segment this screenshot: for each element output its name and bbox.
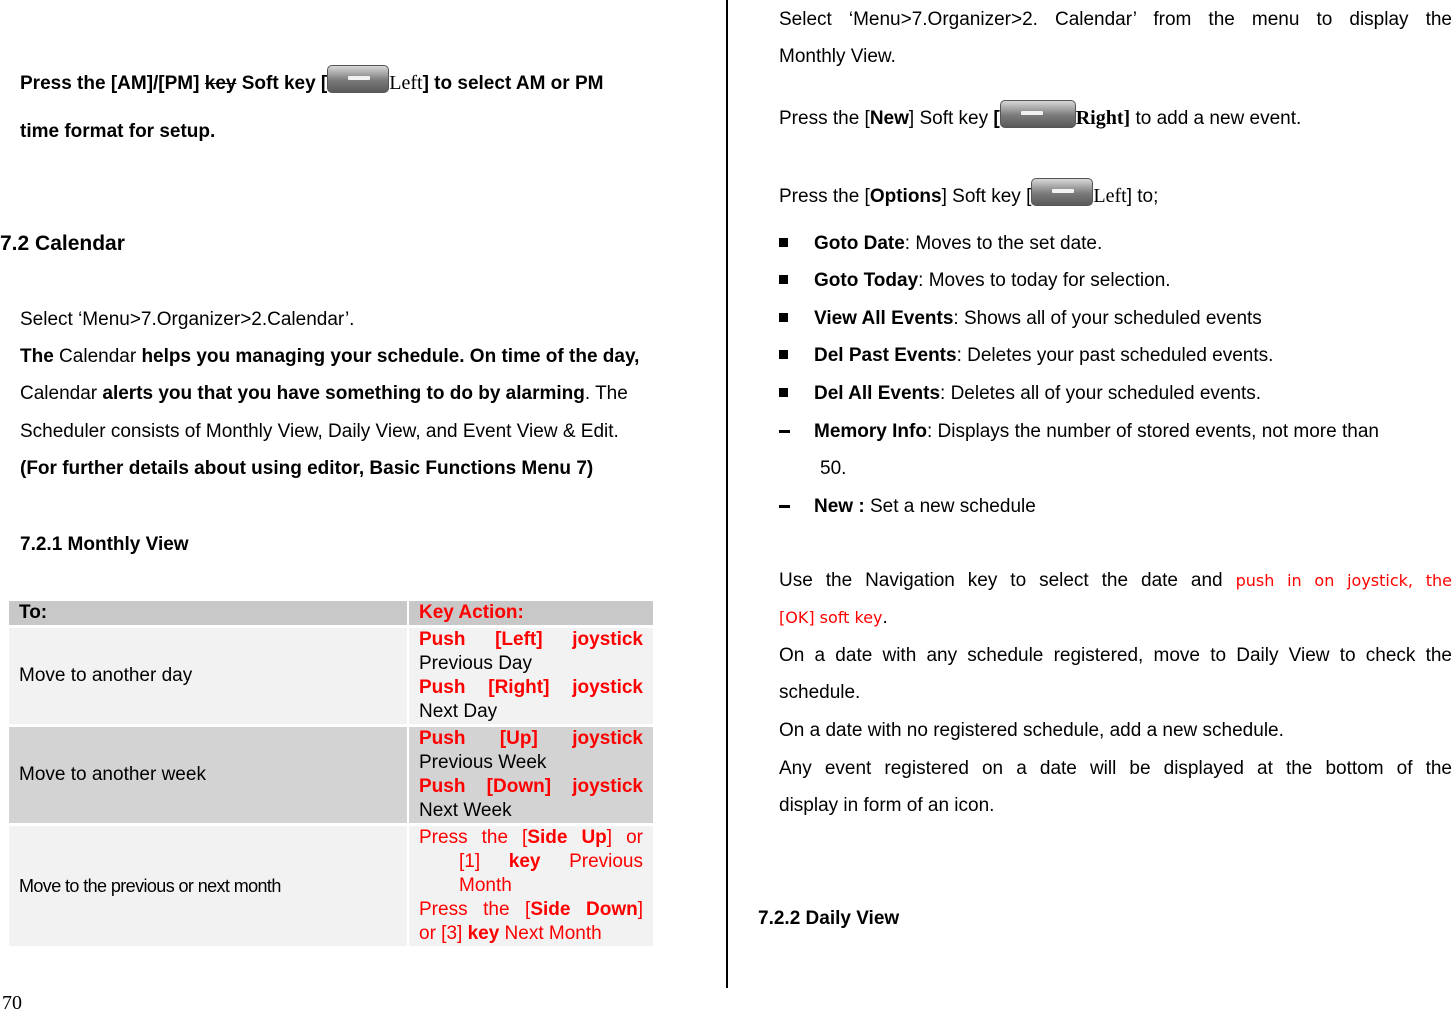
row-action-month: Press the [Side Up] or [1] key Previous Month Press the [Side Down] or [3] key Next Month [409, 826, 653, 946]
soft-key-icon [1000, 100, 1076, 128]
calendar-description-line4: (For further details about using editor, Basic Functions Menu 7) [20, 458, 594, 479]
registered-schedule-paragraph-line2: schedule. [779, 682, 861, 703]
options-item-del-all-events: Del All Events: Deletes all of your scheduled events. [779, 383, 1261, 405]
select-menu-path: Select ‘Menu>7.Organizer>2.Calendar’. [20, 309, 355, 330]
navigation-instruction-line2: [OK] soft key. [779, 607, 888, 628]
am-pm-instruction-line2: time format for setup. [20, 121, 216, 142]
soft-key-icon [327, 65, 389, 93]
subsection-title-daily: 7.2.2 Daily View [758, 908, 900, 929]
table-row [9, 628, 653, 724]
bullet-dash-icon [779, 505, 790, 508]
bullet-square-icon [779, 238, 788, 247]
options-item-goto-date: Goto Date: Moves to the set date. [779, 233, 1102, 255]
event-icon-paragraph: Any event registered on a date will be displayed at the bottom of the [779, 758, 1452, 779]
options-softkey-instruction: Press the [Options] Soft key [ Left] to; [779, 185, 1158, 208]
section-title: 7.2 Calendar [0, 232, 125, 255]
bullet-square-icon [779, 313, 788, 322]
bullet-square-icon [779, 350, 788, 359]
options-item-del-past-events: Del Past Events: Deletes your past scheduled events. [779, 345, 1273, 367]
table-row [9, 826, 653, 946]
row-action-day: Push [Left] joystick Previous Day Push [Right] joystick Next Day [409, 628, 653, 724]
registered-schedule-paragraph: On a date with any schedule registered, move to Daily View to check the [779, 645, 1452, 666]
row-action-week: Push [Up] joystick Previous Week Push [Down] joystick Next Week [409, 727, 653, 823]
header-key-action: Key Action: [409, 601, 653, 625]
page-number: 70 [2, 992, 22, 1014]
bullet-square-icon [779, 275, 788, 284]
header-to: To: [9, 601, 407, 625]
calendar-description-line2: Calendar alerts you that you have something to do by alarming. The [20, 383, 628, 404]
no-schedule-paragraph: On a date with no registered schedule, add a new schedule. [779, 720, 1284, 741]
row-to-week: Move to another week [9, 727, 407, 823]
soft-key-icon [1031, 178, 1093, 206]
memory-info-continuation: 50. [820, 458, 847, 479]
right-select-line2: Monthly View. [779, 46, 896, 67]
row-to-month: Move to the previous or next month [9, 826, 407, 946]
am-pm-instruction: Press the [AM]/[PM] key Soft key [ Left] to select AM or PM [20, 72, 696, 95]
row-to-day: Move to another day [9, 628, 407, 724]
event-icon-paragraph-line2: display in form of an icon. [779, 795, 995, 816]
new-softkey-instruction: Press the [New] Soft key [ Right] to add a new event. [779, 107, 1301, 130]
table-header-row [9, 601, 653, 625]
options-item-goto-today: Goto Today: Moves to today for selection. [779, 270, 1171, 292]
calendar-description-line1: The Calendar helps you managing your schedule. On time of the day, [20, 346, 640, 367]
table-row [9, 727, 653, 823]
calendar-description-line3: Scheduler consists of Monthly View, Daily View, and Event View & Edit. [20, 421, 619, 442]
column-divider [726, 0, 728, 988]
options-item-memory-info: Memory Info: Displays the number of stored events, not more than [779, 421, 1379, 443]
right-select-line: Select ‘Menu>7.Organizer>2. Calendar’ from the menu to display the [779, 9, 1452, 30]
options-item-new: New : Set a new schedule [779, 496, 1036, 518]
navigation-instruction: Use the Navigation key to select the date and push in on joystick, the [779, 570, 1452, 591]
key-action-table [7, 598, 655, 949]
subsection-title-monthly: 7.2.1 Monthly View [20, 534, 189, 555]
options-item-view-all-events: View All Events: Shows all of your scheduled events [779, 308, 1262, 330]
bullet-square-icon [779, 388, 788, 397]
bullet-dash-icon [779, 430, 790, 433]
